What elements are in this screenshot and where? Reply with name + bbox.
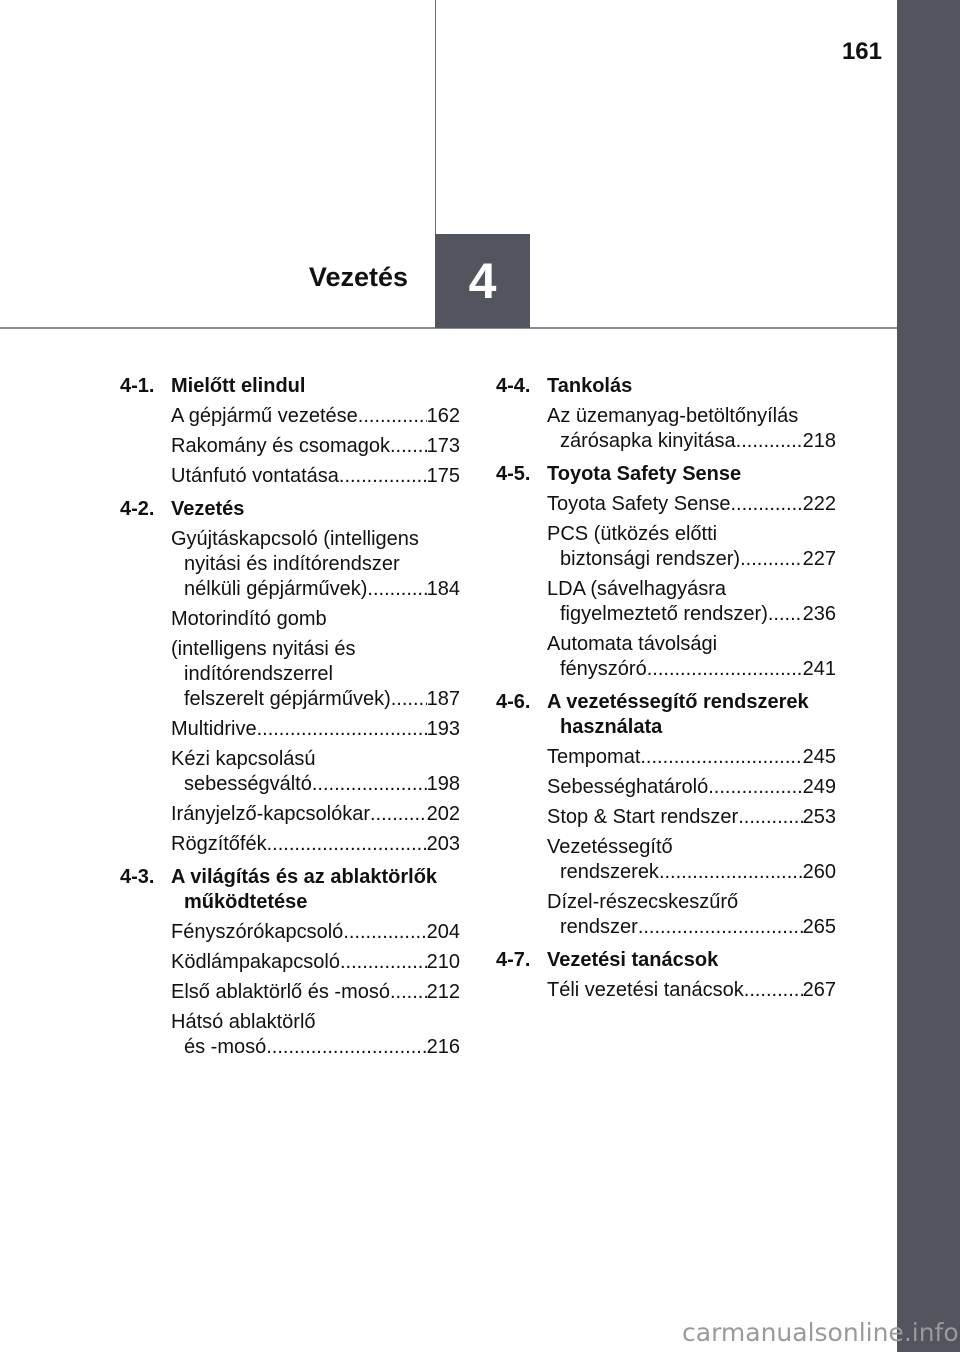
toc-section xyxy=(120,497,460,857)
toc-page-number[interactable]: 202 xyxy=(426,803,460,825)
toc-entry-line: Gyújtáskapcsoló (intelligens xyxy=(171,528,419,550)
dot-leader xyxy=(736,429,803,454)
toc-entry-text: Téli vezetési tanácsok xyxy=(547,979,744,1001)
toc-entry-line xyxy=(171,404,460,429)
section-number: 4-6. xyxy=(496,691,531,713)
toc-page-number[interactable]: 265 xyxy=(802,916,836,938)
toc-entry-line: PCS (ütközés előtti xyxy=(547,523,718,545)
toc-entry-text: figyelmeztető rendszer) xyxy=(560,603,768,625)
toc-page-number[interactable]: 253 xyxy=(802,806,836,828)
toc-entry[interactable] xyxy=(120,637,460,712)
toc-entry[interactable] xyxy=(496,890,836,940)
section-title-line: Mielőtt elindul xyxy=(171,375,306,397)
dot-leader xyxy=(340,950,427,975)
toc-page-number[interactable]: 249 xyxy=(802,776,836,798)
dot-leader xyxy=(343,920,426,945)
toc-entry-line xyxy=(171,980,460,1005)
toc-entry[interactable] xyxy=(496,632,836,682)
toc-page-number[interactable]: 184 xyxy=(426,578,460,600)
dot-leader xyxy=(740,547,803,572)
toc-entry[interactable] xyxy=(496,745,836,770)
toc-page-number[interactable]: 187 xyxy=(426,688,460,710)
toc-entry-text: rendszerek xyxy=(560,861,659,883)
toc-entry-text: és -mosó xyxy=(184,1036,267,1058)
section-heading[interactable] xyxy=(120,374,460,399)
toc-page-number[interactable]: 245 xyxy=(802,746,836,768)
toc-entry[interactable] xyxy=(496,805,836,830)
toc-page-number[interactable]: 173 xyxy=(426,435,460,457)
toc-page-number[interactable]: 216 xyxy=(426,1036,460,1058)
chapter-number-box xyxy=(435,234,530,328)
dot-leader xyxy=(640,745,802,770)
dot-leader xyxy=(390,980,427,1005)
toc-entry-line: Kézi kapcsolású xyxy=(171,748,316,770)
toc-entry-line: Motorindító gomb xyxy=(171,608,327,630)
dot-leader xyxy=(638,915,803,940)
section-heading[interactable] xyxy=(496,690,836,740)
dot-leader xyxy=(391,687,427,712)
toc-entry[interactable] xyxy=(120,1010,460,1060)
dot-leader xyxy=(257,717,427,742)
toc-entry-text: Fényszórókapcsoló xyxy=(171,921,344,943)
dot-leader xyxy=(768,602,803,627)
chapter-number: 4 xyxy=(468,253,497,309)
toc-entry-line xyxy=(547,602,836,627)
section-title xyxy=(171,865,437,915)
dot-leader xyxy=(730,492,802,517)
toc-entry[interactable] xyxy=(120,920,460,945)
toc-entry[interactable] xyxy=(120,717,460,742)
toc-entry-text: Multidrive xyxy=(171,718,257,740)
chapter-title: Vezetés xyxy=(308,262,408,292)
section-number: 4-3. xyxy=(120,866,155,888)
toc-entry[interactable] xyxy=(120,607,460,632)
toc-entry-line: indítórendszerrel xyxy=(184,663,333,685)
dot-leader xyxy=(370,802,427,827)
section-title xyxy=(547,948,718,973)
section-heading[interactable] xyxy=(496,374,836,399)
toc-entry[interactable] xyxy=(120,434,460,459)
toc-entry[interactable] xyxy=(496,835,836,885)
toc-entry[interactable] xyxy=(120,747,460,797)
toc-entry-line xyxy=(547,915,836,940)
section-title-line: Vezetési tanácsok xyxy=(547,949,719,971)
toc-entry[interactable] xyxy=(496,577,836,627)
toc-entry-line xyxy=(547,547,836,572)
toc-entry[interactable] xyxy=(120,980,460,1005)
toc-page-number[interactable]: 212 xyxy=(426,981,460,1003)
toc-page-number[interactable]: 222 xyxy=(802,493,836,515)
toc-entry[interactable] xyxy=(496,978,836,1003)
toc-entry-line xyxy=(171,577,460,602)
toc-entry-text: Rögzítőfék xyxy=(171,833,267,855)
toc-entry-line: (intelligens nyitási és xyxy=(171,638,356,660)
section-heading[interactable] xyxy=(120,865,460,915)
toc-entry-line xyxy=(547,775,836,800)
section-title xyxy=(547,374,632,399)
toc-entry-text: Sebességhatároló xyxy=(547,776,709,798)
section-number: 4-7. xyxy=(496,949,531,971)
toc-entry[interactable] xyxy=(120,464,460,489)
toc-page-number[interactable]: 175 xyxy=(426,465,460,487)
section-title-line: működtetése xyxy=(184,891,308,913)
toc-entry-line: Az üzemanyag-betöltőnyílás xyxy=(547,405,799,427)
toc-entry-text: Irányjelző-kapcsolókar xyxy=(171,803,370,825)
toc-entry-line xyxy=(171,772,460,797)
toc-section xyxy=(496,462,836,682)
toc-entry-text: Rakomány és csomagok xyxy=(171,435,390,457)
toc-page-number[interactable]: 227 xyxy=(802,548,836,570)
toc-entry-text: fényszóró xyxy=(560,658,647,680)
dot-leader xyxy=(358,404,427,429)
toc-entry-text: Első ablaktörlő és -mosó xyxy=(171,981,390,1003)
toc-entry-line xyxy=(547,978,836,1003)
toc-section xyxy=(120,374,460,489)
toc-entry-line: Dízel-részecskeszűrő xyxy=(547,891,739,913)
toc-section xyxy=(496,690,836,940)
toc-entry[interactable] xyxy=(496,775,836,800)
page-number: 161 xyxy=(841,38,882,65)
dot-leader xyxy=(744,978,803,1003)
toc-column-left xyxy=(120,374,460,1060)
toc-entry-line xyxy=(547,492,836,517)
toc-entry-line xyxy=(171,687,460,712)
section-title-line: A vezetéssegítő rendszerek xyxy=(547,691,809,713)
dot-leader xyxy=(659,860,803,885)
section-number: 4-4. xyxy=(496,375,531,397)
dot-leader xyxy=(647,657,803,682)
toc-entry-text: Toyota Safety Sense xyxy=(547,493,731,515)
section-title xyxy=(547,690,809,740)
dot-leader xyxy=(339,464,427,489)
section-heading[interactable] xyxy=(496,462,836,487)
toc-entry-line: Vezetéssegítő xyxy=(547,836,673,858)
dot-leader xyxy=(266,1035,426,1060)
dot-leader xyxy=(708,775,802,800)
toc-entry[interactable] xyxy=(120,802,460,827)
toc-entry-line xyxy=(547,429,836,454)
toc-entry-text: Tempomat xyxy=(547,746,641,768)
toc-column-right xyxy=(496,374,836,1003)
toc-page-number[interactable]: 204 xyxy=(426,921,460,943)
toc-section xyxy=(120,865,460,1060)
toc-entry[interactable] xyxy=(496,492,836,517)
section-heading[interactable] xyxy=(496,948,836,973)
section-heading[interactable] xyxy=(120,497,460,522)
toc-entry-text: felszerelt gépjárművek) xyxy=(184,688,391,710)
dot-leader xyxy=(367,577,426,602)
toc-entry-text: Ködlámpakapcsoló xyxy=(171,951,340,973)
toc-entry-line: LDA (sávelhagyásra xyxy=(547,578,726,600)
section-number: 4-1. xyxy=(120,375,155,397)
toc-page-number[interactable]: 218 xyxy=(802,430,836,452)
toc-entry-line xyxy=(547,745,836,770)
section-title xyxy=(171,497,244,522)
toc-section xyxy=(496,948,836,1003)
toc-entry-text: rendszer xyxy=(560,916,638,938)
section-title-line: használata xyxy=(560,716,663,738)
watermark: carmanualsonline.info xyxy=(682,1318,959,1347)
section-title-line: Tankolás xyxy=(547,375,633,397)
toc-page-number[interactable]: 241 xyxy=(802,658,836,680)
toc-entry-line xyxy=(171,464,460,489)
toc-entry[interactable] xyxy=(120,404,460,429)
toc-entry-line xyxy=(171,802,460,827)
dot-leader xyxy=(738,805,802,830)
toc-entry-line xyxy=(171,717,460,742)
section-title xyxy=(171,374,305,399)
toc-entry-line: Hátsó ablaktörlő xyxy=(171,1011,316,1033)
toc-entry-line xyxy=(171,1035,460,1060)
dot-leader xyxy=(390,434,427,459)
toc-entry-line xyxy=(171,920,460,945)
toc-entry-line xyxy=(547,805,836,830)
section-number: 4-5. xyxy=(496,463,531,485)
toc-entry-text: biztonsági rendszer) xyxy=(560,548,741,570)
toc-entry-line xyxy=(171,832,460,857)
section-title xyxy=(547,462,741,487)
toc-entry-line: Automata távolsági xyxy=(547,633,718,655)
toc-entry-line xyxy=(171,434,460,459)
dot-leader xyxy=(312,772,427,797)
toc-entry-line: nyitási és indítórendszer xyxy=(184,553,400,575)
toc-page-number[interactable]: 198 xyxy=(426,773,460,795)
toc-entry-text: Stop & Start rendszer xyxy=(547,806,739,828)
toc-page-number[interactable]: 260 xyxy=(802,861,836,883)
toc-section xyxy=(496,374,836,454)
toc-page-number[interactable]: 267 xyxy=(802,979,836,1001)
dot-leader xyxy=(267,832,427,857)
section-number: 4-2. xyxy=(120,498,155,520)
section-title-line: Vezetés xyxy=(171,498,245,520)
toc-page-number[interactable]: 210 xyxy=(426,951,460,973)
toc-entry-text: nélküli gépjárművek) xyxy=(184,578,368,600)
chapter-tab-sidebar xyxy=(897,0,960,1352)
toc-page-number[interactable]: 203 xyxy=(426,833,460,855)
toc-entry[interactable] xyxy=(496,522,836,572)
toc-entry-line xyxy=(547,657,836,682)
toc-entry-text: Utánfutó vontatása xyxy=(171,465,339,487)
toc-entry[interactable] xyxy=(120,832,460,857)
toc-page-number[interactable]: 236 xyxy=(802,603,836,625)
section-title-line: Toyota Safety Sense xyxy=(547,463,742,485)
toc-entry[interactable] xyxy=(496,404,836,454)
toc-entry-text: A gépjármű vezetése xyxy=(171,405,358,427)
section-title-line: A világítás és az ablaktörlők xyxy=(171,866,438,888)
toc-entry-line xyxy=(171,950,460,975)
toc-entry-line xyxy=(547,860,836,885)
toc-page-number[interactable]: 162 xyxy=(426,405,460,427)
toc-entry[interactable] xyxy=(120,950,460,975)
toc-page-number[interactable]: 193 xyxy=(426,718,460,740)
toc-entry-text: sebességváltó xyxy=(184,773,312,795)
toc-entry-text: zárósapka kinyitása xyxy=(560,430,736,452)
toc-entry[interactable] xyxy=(120,527,460,602)
